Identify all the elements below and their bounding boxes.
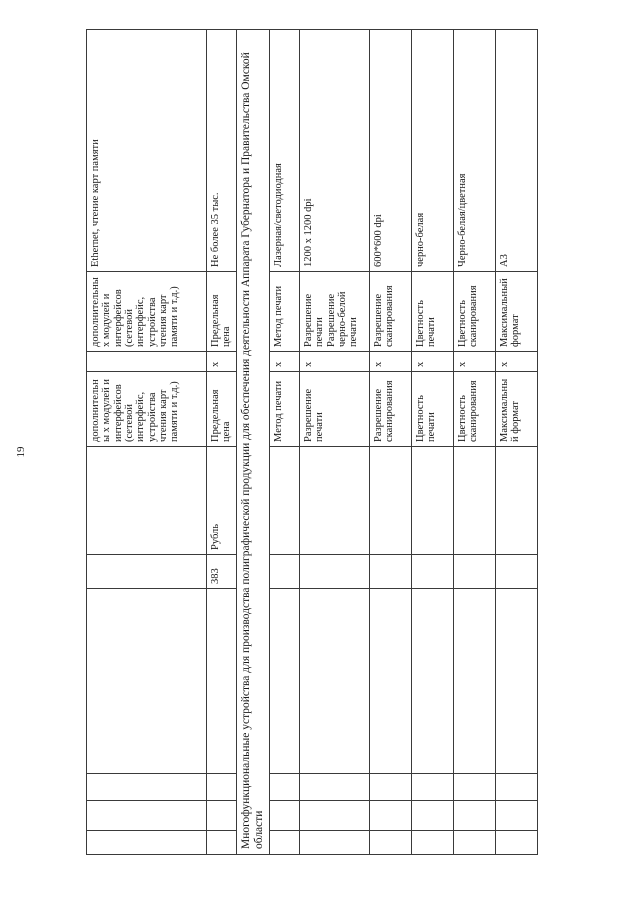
table-cell	[370, 555, 412, 589]
table-row	[300, 30, 370, 855]
table-cell	[87, 831, 207, 855]
table-cell	[412, 774, 454, 801]
table-cell	[412, 447, 454, 555]
table-cell-mark: x	[412, 352, 454, 372]
table-cell	[87, 774, 207, 801]
table-cell-label-right: Цветность сканирования	[454, 272, 496, 352]
table-cell	[270, 555, 300, 589]
page-number: 19	[15, 446, 27, 458]
table-cell-label-left: Цветность сканирования	[454, 372, 496, 447]
table-cell	[454, 831, 496, 855]
section-heading: Многофункциональные устройства для производства полиграфической продукции для обеспечения деятельности Аппарата Губернатора и Правительства Омской области	[236, 30, 269, 855]
table-cell	[496, 589, 538, 774]
table-cell	[207, 774, 237, 801]
table-cell-mark: x	[370, 352, 412, 372]
table-cell	[270, 447, 300, 555]
table-cell-value: Не более 35 тыс.	[207, 30, 237, 272]
table-cell	[207, 831, 237, 855]
table-cell	[87, 801, 207, 831]
table-cell	[370, 447, 412, 555]
table-cell-label-right: дополнительны х модулей и интерфейсов (сетевой интерфейс, устройства чтения карт памяти и т.д.)	[87, 272, 207, 352]
table-row	[496, 30, 538, 855]
table-cell	[496, 555, 538, 589]
table-cell-value: черно-белая	[412, 30, 454, 272]
table-cell-label-left: Максимальный формат	[496, 372, 538, 447]
table-cell-label-right: Цветность печати	[412, 272, 454, 352]
table-cell	[300, 801, 370, 831]
table-cell-mark: x	[496, 352, 538, 372]
table-row	[270, 30, 300, 855]
table-cell	[496, 774, 538, 801]
table-cell	[87, 447, 207, 555]
table-cell-value: Ethernet, чтение карт памяти	[87, 30, 207, 272]
table-cell-mark: x	[207, 352, 237, 372]
table-cell	[300, 831, 370, 855]
table-cell	[207, 589, 237, 774]
table-cell	[300, 774, 370, 801]
table-cell	[300, 447, 370, 555]
table-cell-mark: x	[270, 352, 300, 372]
table-cell	[87, 352, 207, 372]
table-cell	[454, 774, 496, 801]
table-cell-mark: x	[300, 352, 370, 372]
table-cell	[454, 589, 496, 774]
table-row	[370, 30, 412, 855]
table-cell-label-left: Разрешение печати	[300, 372, 370, 447]
table-cell-label-left: Метод печати	[270, 372, 300, 447]
table-cell	[270, 831, 300, 855]
table-cell	[270, 774, 300, 801]
table-cell-label-left: Цветность печати	[412, 372, 454, 447]
table-cell	[300, 555, 370, 589]
table-cell-mark: x	[454, 352, 496, 372]
table-cell-label-right: Предельная цена	[207, 272, 237, 352]
table-cell	[454, 801, 496, 831]
table-row	[454, 30, 496, 855]
table-cell	[370, 831, 412, 855]
table-cell	[496, 831, 538, 855]
table-cell-value: 600*600 dpi	[370, 30, 412, 272]
table-cell-label-left: дополнительны х модулей и интерфейсов (сетевой интерфейс, устройства чтения карт памяти и т.д.)	[87, 372, 207, 447]
table-cell	[207, 801, 237, 831]
table-cell-label-left: Предельная цена	[207, 372, 237, 447]
table-cell-label-right: Разрешение сканирования	[370, 272, 412, 352]
specification-table	[86, 29, 538, 855]
table-cell	[300, 589, 370, 774]
table-row-interfaces	[87, 30, 207, 855]
table-cell	[270, 801, 300, 831]
table-cell-unit: Рубль	[207, 447, 237, 555]
table-row-section	[236, 30, 269, 855]
table-cell-label-left: Разрешение сканирования	[370, 372, 412, 447]
table-cell-label-right: Разрешение печати Разрешение черно-белой печати	[300, 272, 370, 352]
table-cell	[87, 555, 207, 589]
table-cell-value: Черно-белая/цветная	[454, 30, 496, 272]
table-cell	[370, 801, 412, 831]
rotated-table-container	[86, 30, 586, 855]
table-cell	[412, 801, 454, 831]
table-cell	[496, 447, 538, 555]
table-cell-label-right: Максимальный формат	[496, 272, 538, 352]
table-cell-number: 383	[207, 555, 237, 589]
table-cell	[370, 589, 412, 774]
table-cell-value: Лазерная/светодиодная	[270, 30, 300, 272]
table-cell	[454, 447, 496, 555]
table-cell	[270, 589, 300, 774]
table-cell	[370, 774, 412, 801]
table-cell	[87, 589, 207, 774]
table-cell-value: 1200 x 1200 dpi	[300, 30, 370, 272]
table-cell	[412, 555, 454, 589]
table-cell-value: А3	[496, 30, 538, 272]
table-cell	[412, 589, 454, 774]
table-cell	[454, 555, 496, 589]
table-cell	[496, 801, 538, 831]
table-cell	[412, 831, 454, 855]
table-cell-label-right: Метод печати	[270, 272, 300, 352]
table-row-price	[207, 30, 237, 855]
table-row	[412, 30, 454, 855]
